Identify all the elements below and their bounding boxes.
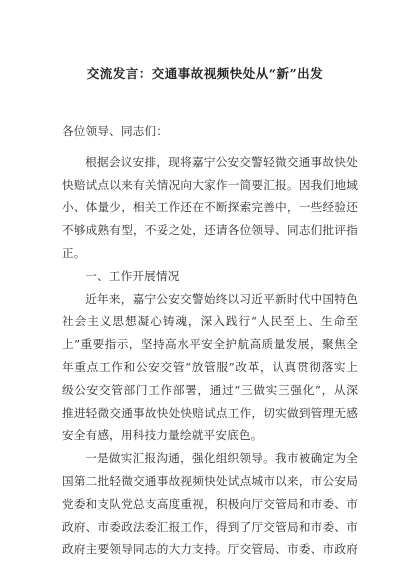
paragraph-2-line-7: 安全有感，用科技力量绘就平安底色。 bbox=[62, 428, 263, 443]
paragraph-2-line-1: 近年来，嘉宁公安交警始终以习近平新时代中国特色 bbox=[85, 291, 358, 306]
paragraph-1-line-3: 小、体量少，相关工作还在不断探索完善中，一些经验还 bbox=[62, 200, 358, 215]
paragraph-3-line-4: 政府、市委政法委汇报工作，得到了厅交管局和市委、市 bbox=[62, 519, 358, 534]
paragraph-2-line-5: 级公安交管部门工作部署，通过“三做实三强化”，从深 bbox=[62, 382, 358, 397]
paragraph-2-line-3: 上”重要指示，坚持高水平安全护航高质量发展，聚焦全 bbox=[62, 337, 358, 352]
paragraph-1-line-1: 根据会议安排，现将嘉宁公安交警轻微交通事故快处 bbox=[85, 154, 358, 169]
paragraph-3-line-2: 国第二批轻微交通事故视频快处试点城市以来，市公安局 bbox=[62, 473, 358, 488]
paragraph-1-line-5: 正。 bbox=[62, 245, 86, 260]
paragraph-2-line-2: 社会主义思想凝心铸魂，深入践行“人民至上、生命至 bbox=[62, 314, 358, 329]
paragraph-3-line-3: 党委和支队党总支高度重视，积极向厅交管局和市委、市 bbox=[62, 496, 358, 511]
paragraph-1-line-4: 不够成熟有型，不妥之处，还请各位领导、同志们批评指 bbox=[62, 223, 358, 238]
paragraph-gap bbox=[62, 143, 358, 151]
section-heading-1: 一、工作开展情况 bbox=[85, 268, 180, 283]
paragraph-3-line-5: 政府主要领导同志的大力支持。厅交管局、市委、市政府 bbox=[62, 542, 358, 557]
paragraph-2-line-6: 推进轻微交通事故快处快赔试点工作，切实做到管理无感 bbox=[62, 405, 358, 420]
paragraph-2-line-4: 年重点工作和公安交管“放管服”改革，认真贯彻落实上 bbox=[62, 359, 358, 374]
salutation: 各位领导、同志们： bbox=[62, 124, 169, 138]
paragraph-3-line-1: 一是做实汇报沟通，强化组织领导。我市被确定为全 bbox=[85, 451, 358, 466]
document-body bbox=[62, 120, 358, 561]
paragraph-1-line-2: 快赔试点以来有关情况向大家作一简要汇报。因我们地域 bbox=[62, 177, 358, 192]
document-title: 交流发言：交通事故视频快处从“新”出发 bbox=[86, 66, 324, 81]
